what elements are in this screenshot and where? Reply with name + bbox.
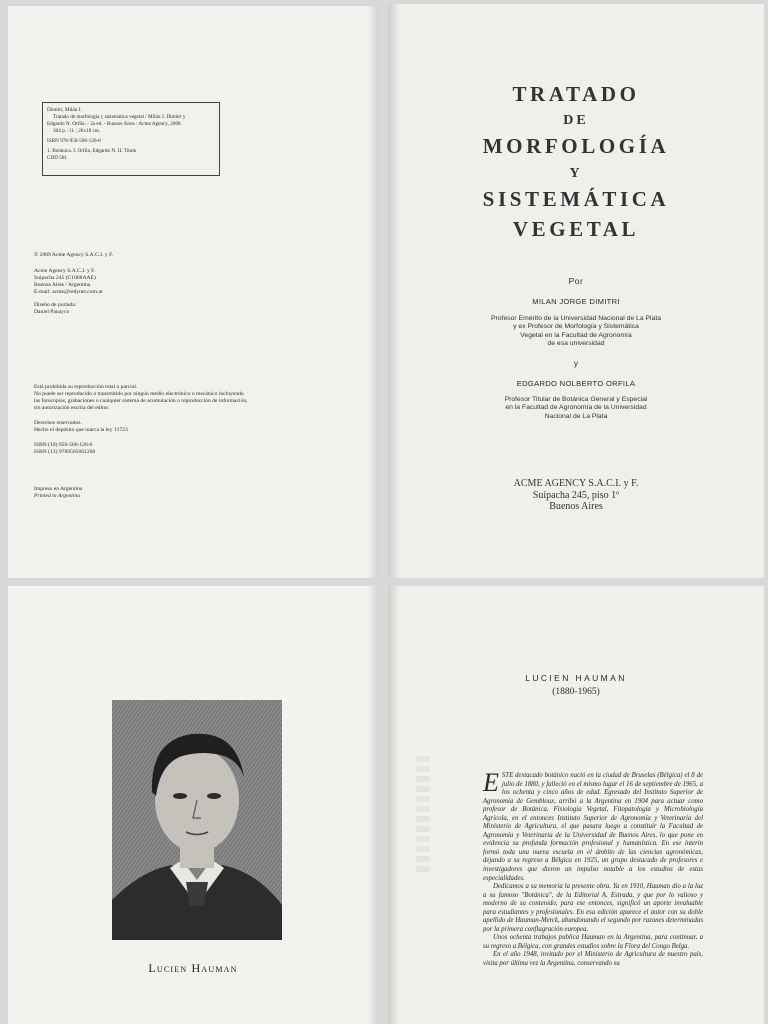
bio-paragraph: Unos ochenta trabajos publica Hauman en la Argentina, para continuar, a su regreso a Bélgica, con grandes estudios sobre la Flora del Congo Belga. [483,934,703,950]
publisher-line: Buenos Aires [549,501,603,513]
printed-block [34,486,82,500]
cip-line: Edgardo N. Orfila. - 2a ed. - Buenos Aires : Acme Agency, 2008. [47,121,182,127]
publisher-name: Acme Agency S.A.C.I. y F. [34,268,96,274]
by-label: Por [568,276,584,286]
and-label: y [574,359,578,368]
affiliation-line: de esa universidad [547,340,605,348]
page-gutter-shadow [368,586,378,1024]
rights-line: Hecho el depósito que marca la ley 11723 [34,427,128,433]
affiliation-line: y ex Profesor de Morfología y Sistemática [513,323,639,331]
show-through-marks [416,756,430,876]
rights-line: sin autorización escrita del editor. [34,405,110,411]
author-orfila: EDGARDO NOLBERTO ORFILA [516,379,636,388]
rights-line: Derechos reservados. [34,420,82,426]
cover-design-label: Diseño de portada: [34,302,77,308]
author-dimitri-affiliation [388,315,764,349]
cover-designer: Daniel Panayco [34,309,70,315]
printed-es: Impreso en Argentina [34,486,83,492]
page-gutter-shadow [368,6,378,578]
title-line-de: DE [563,113,589,128]
title-line-morfologia: MORFOLOGÍA [482,134,670,158]
cip-line: 1. Botánica. I. Orfila, Edgardo N. II. Título [47,148,137,154]
cip-line: 304 p. : il. ; 26x18 cm. [53,128,101,134]
cip-line: Dimitri, Milán J. [47,107,82,113]
portrait-eye-left [173,793,187,799]
bio-paragraph [483,768,703,883]
title-publisher-block [388,478,764,513]
isbn-10: ISBN (10) 950-566-126-6 [34,442,93,448]
isbn-13: ISBN (13) 9789505661268 [34,449,96,455]
publisher-address: Suipacha 245 (C1008AAE) [34,275,96,281]
title-line-sistematica: SISTEMÁTICA [482,187,670,211]
portrait-page [8,586,378,1024]
title-line-tratado: TRATADO [512,82,640,106]
affiliation-line: en la Facultad de Agronomía de la Universidad [505,404,647,412]
bio-paragraph-text: STE destacado botánico nació en la ciudad de Bruselas (Bélgica) el 8 de julio de 1880, y falleció en el mismo lugar el 16 de septiembre de 1965, a los ochenta y cinco años de edad. Egresado del Instituto Superior de Agronomía de Gembloux, arribó a la Argentina en 1904 para actuar como profesor de Botánica, Fisiología Vegetal, Fitopatología y Microbiología Agrícola, en el entonces Instituto Superior de Agronomía y Veterinaria del Ministerio de Agricultura, el que pasara luego a constituir la Facultad de Agronomía y Veterinaria de la Universidad de Buenos Aires, lo que pone en evidencia su profunda formación profesional y humanística. En ese ínterin formó toda una nueva escuela en el ámbito de las ciencias agronómicas, dejando a su regreso a Bélgica en 1925, un grupo destacado de profesores e investigadores que dieron un impulso notable a los estudios de estas especialidades. [483,772,703,882]
bio-text [483,768,703,969]
cip-line: Tratado de morfología y sistemática vegetal / Milán J. Dimitri y [53,114,186,120]
title-line-vegetal: VEGETAL [512,217,640,241]
title-line-y: Y [569,166,583,181]
rights-block [34,384,248,456]
rights-line: No puede ser reproducido o transmitido por ningún medio electrónico o mecánico incluyendo [34,391,244,397]
title-page [388,4,764,578]
bio-name: LUCIEN HAUMAN [525,673,627,683]
copyright-line: © 2009 Acme Agency S.A.C.I. y F. [34,252,114,258]
bio-paragraph: Dedicamos a su memoria la presente obra. Ya en 1910, Hauman dio a la luz a su famoso "Botánica", de la Editorial A. Estrada, y que por lo valioso y moderno de su contenido, para ese entonces, significó un aporte invaluable para estudiantes y profesionales. En esa edición aparece el autor con su doble apellido de Hauman-Merck, abandonando el segundo por razones determinadas por la primera conflagración europea. [483,883,703,933]
bio-years: (1880-1965) [552,687,600,697]
biography-page [388,586,764,1024]
page-gutter-shadow [388,586,400,1024]
publisher-city: Buenos Aires / Argentina [34,282,91,288]
cip-line: CDD 581 [47,155,68,161]
publisher-line: Suipacha 245, piso 1º [532,489,620,501]
author-orfila-affiliation [388,396,764,421]
affiliation-line: Vegetal en la Facultad de Agronomía [520,331,632,339]
portrait-engraving [112,700,282,940]
publisher-block [34,252,113,316]
cip-line: ISBN 978-950-566-126-6 [47,138,101,144]
portrait-eye-right [207,793,221,799]
author-dimitri: MILAN JORGE DIMITRI [532,297,620,306]
affiliation-line: Profesor Emérito de la Universidad Nacional de La Plata [490,315,661,322]
affiliation-line: Profesor Titular de Botánica General y Especial [504,396,648,403]
affiliation-line: Nacional de La Plata [544,412,608,420]
portrait-caption: Lucien Hauman [148,961,238,975]
publisher-line: ACME AGENCY S.A.C.I. y F. [513,478,639,489]
drop-cap: E [483,768,499,797]
copyright-page [8,6,378,578]
bio-paragraph: En el año 1948, invitado por el Ministerio de Agricultura de nuestro país, visita por última vez la Argentina, conservando su [483,951,703,968]
cip-catalog-box [42,102,220,176]
printed-en: Printed in Argentina [34,493,80,499]
rights-line: Está prohibida su reproducción total o parcial. [34,384,138,390]
rights-line: las fotocopias, grabaciones o cualquier sistema de acumulación o reproducción de información, [34,398,248,404]
publisher-email: E-mail: acme@redynet.com.ar [34,289,103,295]
